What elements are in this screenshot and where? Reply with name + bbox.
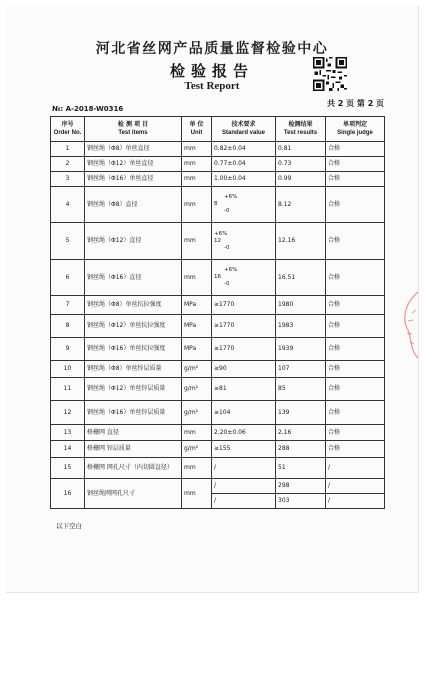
row-test-result: 0.81 xyxy=(276,142,326,157)
row-test-item: 钢丝绳（Φ16）单丝锌层质量 xyxy=(85,401,182,425)
row-standard-value: +6% 12 -0 xyxy=(212,223,276,260)
row-unit: g/m² xyxy=(182,361,212,378)
blank-below-note: 以下空白 xyxy=(56,522,82,530)
row-judge: 合格 xyxy=(326,378,385,401)
row-order-no: 7 xyxy=(51,296,85,315)
report-title-en: Test Report xyxy=(184,80,240,92)
row-test-result: 51 xyxy=(276,458,326,479)
row-test-item: 钢丝绳网网孔尺寸 xyxy=(85,479,182,509)
row-test-item: 钢丝绳（Φ12）单丝锌层质量 xyxy=(85,378,182,401)
row-unit: g/m² xyxy=(182,441,212,458)
row-standard-value: ≥90 xyxy=(212,361,276,378)
row-standard-value: / xyxy=(212,479,276,494)
row-order-no: 3 xyxy=(51,172,85,187)
row-standard-value: ≥81 xyxy=(212,378,276,401)
row-test-result: 8.12 xyxy=(276,187,326,223)
row-unit: MPa xyxy=(182,338,212,361)
row-test-item: 钢丝绳（Φ16）直径 xyxy=(85,260,182,296)
row-order-no: 5 xyxy=(51,223,85,260)
row-unit: mm xyxy=(182,458,212,479)
row-test-result: 85 xyxy=(276,378,326,401)
row-unit: mm xyxy=(182,260,212,296)
row-order-no: 15 xyxy=(51,458,85,479)
page-info: 共 2 页 第 2 页 xyxy=(327,99,385,108)
row-test-item: 格栅网 网孔尺寸（内切圆直径） xyxy=(85,458,182,479)
row-unit: MPa xyxy=(182,296,212,315)
row-order-no: 11 xyxy=(51,378,85,401)
table-header-row xyxy=(51,117,385,142)
row-standard-value: 1.00±0.04 xyxy=(212,172,276,187)
header-standard-value: 技术要求 Standard value xyxy=(212,117,276,142)
row-unit: MPa xyxy=(182,315,212,338)
row-standard-value: ≥1770 xyxy=(212,338,276,361)
table-row xyxy=(51,315,385,338)
row-test-item: 钢丝绳（Φ8）单丝直径 xyxy=(85,142,182,157)
table-row xyxy=(51,260,385,296)
row-standard-value: +6% 8 -0 xyxy=(212,187,276,223)
table-row xyxy=(51,296,385,315)
row-test-result: 0.99 xyxy=(276,172,326,187)
row-test-result: 107 xyxy=(276,361,326,378)
row-standard-value: ≥104 xyxy=(212,401,276,425)
row-test-result: 288 xyxy=(276,441,326,458)
row-order-no: 12 xyxy=(51,401,85,425)
row-judge: / xyxy=(326,458,385,479)
row-standard-value: 2.20±0.06 xyxy=(212,425,276,441)
row-test-result: 2.16 xyxy=(276,425,326,441)
organization-name: 河北省丝网产品质量监督检验中心 xyxy=(95,41,329,57)
row-judge: 合格 xyxy=(326,425,385,441)
row-judge: 合格 xyxy=(326,315,385,338)
row-test-result: 16.51 xyxy=(276,260,326,296)
row-judge: / xyxy=(326,479,385,494)
row-order-no: 10 xyxy=(51,361,85,378)
row-test-result: 303 xyxy=(276,494,326,509)
row-unit: mm xyxy=(182,187,212,223)
row-standard-value: ≥1770 xyxy=(212,315,276,338)
row-standard-value: ≥155 xyxy=(212,441,276,458)
row-judge: 合格 xyxy=(326,157,385,172)
row-judge: 合格 xyxy=(326,296,385,315)
table-row xyxy=(51,425,385,441)
row-order-no: 2 xyxy=(51,157,85,172)
row-judge: 合格 xyxy=(326,187,385,223)
row-judge: 合格 xyxy=(326,142,385,157)
row-test-item: 钢丝绳（Φ16）单丝抗拉强度 xyxy=(85,338,182,361)
row-test-item: 钢丝绳（Φ16）单丝直径 xyxy=(85,172,182,187)
row-test-item: 钢丝绳（Φ8）单丝锌层质量 xyxy=(85,361,182,378)
row-unit: mm xyxy=(182,172,212,187)
table-row xyxy=(51,338,385,361)
row-unit: g/m² xyxy=(182,401,212,425)
row-test-result: 1939 xyxy=(276,338,326,361)
row-judge: 合格 xyxy=(326,223,385,260)
row-standard-value: 0.77±0.04 xyxy=(212,157,276,172)
row-standard-value: / xyxy=(212,458,276,479)
row-standard-value: +6% 16 -0 xyxy=(212,260,276,296)
row-unit: g/m² xyxy=(182,378,212,401)
row-unit: mm xyxy=(182,142,212,157)
row-test-result: 139 xyxy=(276,401,326,425)
table-row xyxy=(51,441,385,458)
table-row xyxy=(51,223,385,260)
test-results-table xyxy=(50,116,385,509)
row-judge: / xyxy=(326,494,385,509)
header-order-no: 序号 Order No. xyxy=(51,117,85,142)
row-order-no: 9 xyxy=(51,338,85,361)
row-test-result: 12.16 xyxy=(276,223,326,260)
row-judge: 合格 xyxy=(326,172,385,187)
row-test-item: 格栅网 锌层质量 xyxy=(85,441,182,458)
header-single-judge: 单项判定 Single judge xyxy=(326,117,385,142)
row-test-item: 钢丝绳（Φ12）直径 xyxy=(85,223,182,260)
row-test-item: 钢丝绳（Φ8）直径 xyxy=(85,187,182,223)
row-judge: 合格 xyxy=(326,361,385,378)
row-order-no: 4 xyxy=(51,187,85,223)
row-order-no: 14 xyxy=(51,441,85,458)
row-test-result: 1983 xyxy=(276,315,326,338)
row-test-result: 1980 xyxy=(276,296,326,315)
row-test-item: 钢丝绳（Φ12）单丝直径 xyxy=(85,157,182,172)
row-test-item: 钢丝绳（Φ8）单丝抗拉强度 xyxy=(85,296,182,315)
row-test-item: 格栅网 直径 xyxy=(85,425,182,441)
row-order-no: 6 xyxy=(51,260,85,296)
row-test-result: 298 xyxy=(276,479,326,494)
row-judge: 合格 xyxy=(326,441,385,458)
report-serial-number: №: A-2018-W0316 xyxy=(52,105,124,113)
table-row xyxy=(51,157,385,172)
row-standard-value: 0.82±0.04 xyxy=(212,142,276,157)
table-row xyxy=(51,187,385,223)
row-order-no: 1 xyxy=(51,142,85,157)
red-stamp-seal xyxy=(398,290,420,360)
row-judge: 合格 xyxy=(326,338,385,361)
qr-code-icon xyxy=(313,57,347,91)
row-unit: mm xyxy=(182,425,212,441)
header-unit: 单 位 Unit xyxy=(182,117,212,142)
row-test-result: 0.73 xyxy=(276,157,326,172)
table-row xyxy=(51,142,385,157)
header-test-items: 检 测 项 目 Test items xyxy=(85,117,182,142)
row-unit: mm xyxy=(182,157,212,172)
table-row xyxy=(51,479,385,494)
row-test-item: 钢丝绳（Φ12）单丝抗拉强度 xyxy=(85,315,182,338)
header-test-results: 检测结果 Test results xyxy=(276,117,326,142)
table-row xyxy=(51,361,385,378)
row-order-no: 13 xyxy=(51,425,85,441)
report-title-cn: 检验报告 xyxy=(169,62,254,80)
row-unit: mm xyxy=(182,223,212,260)
table-row xyxy=(51,378,385,401)
row-judge: 合格 xyxy=(326,401,385,425)
table-row xyxy=(51,401,385,425)
row-standard-value: ≥1770 xyxy=(212,296,276,315)
row-judge: 合格 xyxy=(326,260,385,296)
row-standard-value: / xyxy=(212,494,276,509)
table-row xyxy=(51,458,385,479)
row-order-no: 16 xyxy=(51,479,85,509)
table-row xyxy=(51,172,385,187)
row-order-no: 8 xyxy=(51,315,85,338)
row-unit: mm xyxy=(182,479,212,509)
